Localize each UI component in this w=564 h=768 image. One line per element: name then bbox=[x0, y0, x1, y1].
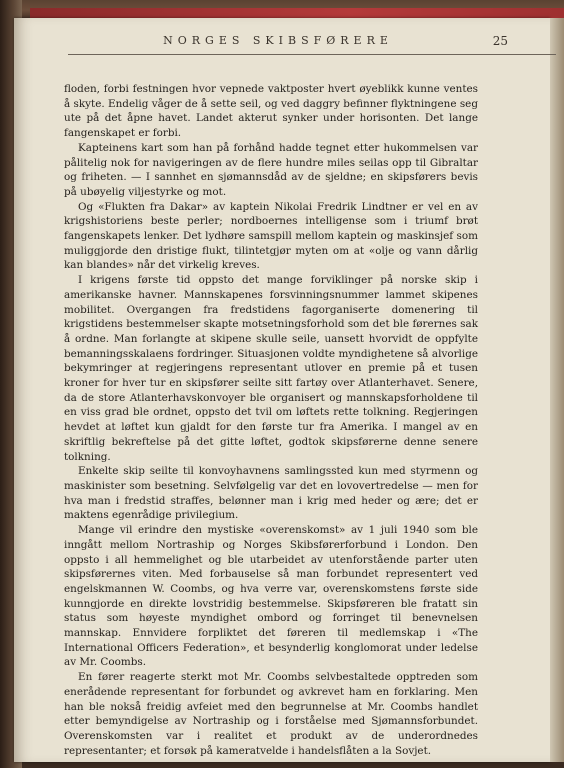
paragraph: En fører reagerte sterkt mot Mr. Coombs selvbestaltede opptreden som enerådende representant for forbundet og avkrevet ham en forklaring. Men han ble nokså freidig avfeiet med den begrunnelse at Mr. Coombs handlet etter bemyndigelse av Nortraship og i forståelse med Sjømannsforbundet. Overenskomsten var i realitet et produkt av de underordnedes representanter; et forsøk på kameratvelde i handelsflåten a la Sovjet. bbox=[64, 671, 478, 757]
paragraph: floden, forbi festningen hvor vepnede vaktposter hvert øyeblikk kunne ventes å skyte. Endelig våger de å sette seil, og ved daggry befinner flyktningene seg ute på det åpne havet. Landet akterut synker under horisonten. Det lange fangenskapet er forbi. bbox=[64, 83, 478, 140]
page-number: 25 bbox=[492, 34, 508, 48]
paragraph: Mange vil erindre den mystiske «overenskomst» av 1 juli 1940 som ble inngått mellom Nortraship og Norges Skibsførerforbund i London. Den oppsto i all hemmelighet og ble utarbeidet av utenforstående parter uten skipsførernes viten. Med forbauselse så man forbundet representert ved engelskmannen W. Coombs, og hva verre var, overenskomstens første side kunngjorde en direkte lovstridig bestemmelse. Skipsføreren ble fratatt sin status som høyeste myndighet ombord og forringet til benevnelsen mannskap. Ennvidere forpliktet det føreren til medlemskap i «The International Officers Federation», et besynderlig konglomorat under ledelse av Mr. Coombs. bbox=[64, 524, 478, 669]
page-stack-edge bbox=[550, 18, 564, 762]
page-header bbox=[48, 34, 508, 54]
running-title: NORGES SKIBSFØRERE bbox=[163, 34, 393, 47]
paragraph: Og «Flukten fra Dakar» av kaptein Nikolai Fredrik Lindtner er vel en av krigshistoriens beste perler; nordboernes intelligense som i triumf brøt fangenskapets lenker. Det lydhøre samspill mellom kaptein og maskinsjef som muliggjorde den dristige flukt, tilintetgjør myten om at «olje og vann dårlig kan blandes» når det virkelig kreves. bbox=[64, 200, 478, 272]
body-text bbox=[64, 82, 478, 758]
header-rule bbox=[68, 54, 556, 55]
paragraph: I krigens første tid oppsto det mange forviklinger på norske skip i amerikanske havner. Mannskapenes forsvinningsnummer lammet skipenes mobilitet. Overgangen fra fredstidens fagorganiserte domenering til krigstidens bestemmelser skapte motsetningsforhold som det ble førernes sak å ordne. Man forlangte at skipene skulle seile, uansett hvorvidt de oppfylte bemanningsskalaens fordringer. Situasjonen voldte myndighetene så alvorlige bekymringer at regjeringens representant utlover en premie på et tusen kroner for hver tur en skipsfører seilte sitt fartøy over Atlanterhavet. Senere, da de store Atlanterhavskonvoyer ble organisert og mannskapsforholdene til en viss grad ble ordnet, oppsto det tvil om løftets rette tolkning. Regjeringen hevdet at løftet kun gjaldt for den første tur fra Amerika. I mangel av en skriftlig bekreftelse på det gitte løftet, godtok skipsførerne denne senere tolkning. bbox=[64, 274, 478, 463]
paragraph: Kapteinens kart som han på forhånd hadde tegnet etter hukommelsen var pålitelig nok for navigeringen av de flere hundre miles seilas opp til Gibraltar og friheten. — I sannhet en sjømannsdåd av de sjeldne; en skipsførers bevis på ubøyelig viljestyrke og mot. bbox=[64, 141, 478, 198]
paragraph: Enkelte skip seilte til konvoyhavnens samlingssted kun med styrmenn og maskinister som besetning. Selvfølgelig var det en lovovertredelse — men for hva man i fredstid straffes, belønner man i krig med heder og ære; det er maktens egenrådige privilegium. bbox=[64, 465, 478, 522]
